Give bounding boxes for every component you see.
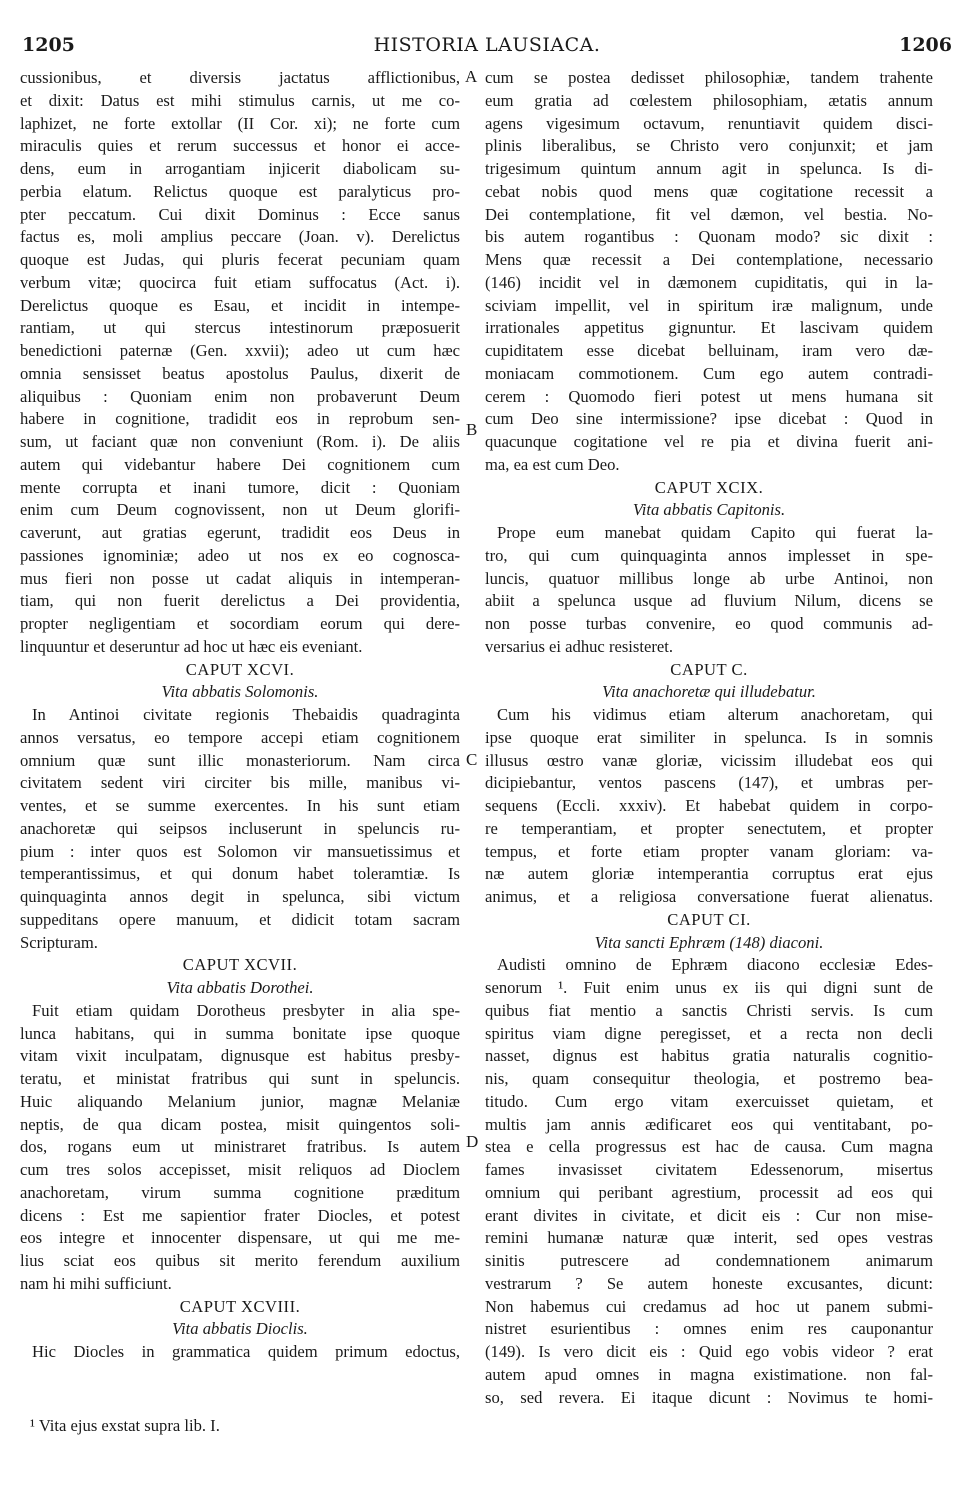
text-line: titudo. Cum ergo vitam exercuisset quietam, et (485, 1091, 933, 1111)
text-line: næ autem gloriæ intemperantia corruptus erat ejus (485, 864, 933, 884)
text-line: ma, ea est cum Deo. (485, 454, 620, 474)
text-line: eos integre et innocenter dispensare, ut qui me me- (20, 1228, 460, 1248)
text-line: tro, qui cum quinquaginta annos implesset in spe- (485, 545, 933, 565)
text-line: perbia elatum. Relictus quoque est paralyticus pro- (20, 181, 460, 201)
footnote: ¹ Vita ejus exstat supra lib. I. (30, 1416, 220, 1435)
text-line: sequens (Eccli. xxxiv). Et habebat quidem in corpo- (485, 796, 933, 815)
text-line: linquuntur et deseruntur ad hoc ut hæc eis eveniant. (20, 636, 363, 656)
text-line: trigesimum quintum annum agit in spelunca. Is di- (485, 159, 933, 178)
chapter-heading-98: CAPUT XCVIII. (179, 1296, 301, 1316)
text-line: mente corrupta et inani tumore, dicit : Quoniam (20, 477, 460, 497)
text-line: verbum vitæ; quocirca fuit etiam suffocatus (Act. i). (20, 272, 460, 292)
text-line: irrationales appetitus gignuntur. Et lascivam quidem (485, 318, 933, 338)
text-line: Fuit etiam quidam Dorotheus presbyter in alia spe- (32, 1000, 460, 1020)
text-line: nam hi mihi sufficiunt. (20, 1273, 172, 1293)
text-line: enim cum Deum cognovissent, non ut Deum glorifi- (20, 500, 460, 520)
text-line: illusus œstro vanæ gloriæ, vicissim illudebat eos qui (485, 750, 933, 770)
chapter-heading-97: CAPUT XCVII. (182, 955, 298, 975)
text-line: autem apud omnes in magna existimatione. non fal- (485, 1364, 933, 1384)
chapter-subtitle-101: Vita sancti Ephræm (148) diaconi. (594, 932, 824, 952)
text-line: sinitis putrescere ad condemnationem animarum (485, 1251, 933, 1270)
text-line: remini humanæ naturæ quæ interit, sed opes vestras (485, 1228, 933, 1248)
chapter-heading-100: CAPUT C. (670, 659, 748, 679)
chapter-subtitle-96: Vita abbatis Solomonis. (161, 682, 319, 702)
page-number-right: 1206 (899, 34, 952, 56)
margin-letter-d: D (466, 1132, 479, 1151)
text-line: benedictioni paternæ (Gen. xxvii); adeo ut cum hæc (20, 341, 460, 360)
text-line: Huic aliquando Melanium junior, magnæ Melaniæ (20, 1091, 460, 1111)
text-line: passiones ignominiæ; adeo ut nos ex eo cognosca- (20, 545, 460, 565)
chapter-heading-99: CAPUT XCIX. (654, 477, 764, 497)
chapter-text-98 (20, 1341, 460, 1364)
text-line: stea e cella progressus est hac de causa. Cum magna (485, 1137, 933, 1157)
text-line: sum, ut faciant quæ non conveniunt (Rom. i). De aliis (20, 432, 460, 451)
running-header (22, 34, 952, 60)
text-line: Non habemus cui credamus ad hoc ut panem submi- (485, 1296, 933, 1316)
chapter-heading-96: CAPUT XCVI. (185, 659, 295, 679)
text-line: non posse turbas convenire, eo quod communis ad- (485, 614, 933, 633)
text-line: vestrarum ? Se autem honeste excusantes, dicunt: (485, 1273, 933, 1293)
text-line: omnia sensisset beatus apostolus Paulus, dixerit de (20, 363, 460, 383)
left-continuation-text (20, 67, 460, 659)
text-line: so, sed revera. Ei itaque dicunt : Novimus te homi- (485, 1387, 933, 1407)
text-line: dos, rogans eum ut ministraret fratribus. Is autem (20, 1137, 460, 1157)
text-line: aliquibus : Quoniam enim non probaverunt Deum (20, 386, 460, 406)
chapter-text-100 (485, 704, 933, 909)
text-line: temperantissimus, et qui donum habet toleramtiæ. Is (20, 864, 460, 884)
text-line: omnium qui peribant agrestium, processit ad eos qui (485, 1182, 933, 1202)
text-line: Dei contemplatione, fit vel dæmon, vel bestia. No- (485, 204, 933, 224)
text-line: habere in cognitione, tradidit eos in reprobum sen- (20, 409, 460, 429)
text-line: lius sciat eos quibus sit merito ferendum auxilium (20, 1251, 460, 1270)
text-line: miraculis quies et rerum successus et honor ei acce- (20, 136, 460, 156)
text-line: cum Deo sine intermissione? ipse dicebat : Quod in (485, 409, 933, 429)
text-line: dens, eum in arrogantiam injicerit diabolicam su- (20, 159, 460, 178)
text-line: fames invasisset civitatem Edessenorum, misertus (485, 1160, 933, 1179)
text-line: cerem : Quomodo fieri potest ut mens humana sit (485, 386, 933, 406)
text-line: versarius ei adhuc resisteret. (485, 636, 673, 656)
margin-letter-c: C (466, 750, 478, 769)
text-line: cum tres solos accepisset, misit reliquos ad Dioclem (20, 1160, 460, 1179)
text-line: et dixit: Datus est mihi stimulus carnis, ut me co- (20, 90, 460, 110)
text-line: eum gratia ad cœlestem philosophiam, ætatis annum (485, 90, 933, 110)
right-column (485, 67, 933, 1409)
text-line: Mens quæ recessit a Dei contemplatione, necessario (485, 250, 933, 269)
text-line: nis, quam consequitur theologia, et postremo bea- (485, 1069, 933, 1088)
text-line: animus, et a religiosa conversatione fuerat alienatus. (485, 887, 933, 906)
text-line: nistret esurientibus : omnes enim res cauponantur (485, 1319, 933, 1339)
text-line: (149). Is vero dicit eis : Quid ego vobis videor ? erat (485, 1342, 933, 1361)
text-line: dicipiebantur, ventos pascens (147), et umbras per- (485, 773, 933, 793)
chapter-text-96 (20, 704, 460, 954)
text-line: mus fieri non posse ut cadat aliquis in intemperan- (20, 568, 460, 588)
text-line: rantiam, ut qui stercus intestinorum præposuerit (20, 318, 460, 338)
text-line: quinquaginta annos degit in spelunca, sibi victum (20, 887, 460, 906)
margin-letter-a: A (465, 67, 478, 86)
page-number-left: 1205 (22, 34, 75, 56)
text-line: tiam, qui non fuerit derelictus a Dei providentia, (20, 591, 460, 611)
text-line: lunca habitans, qui in summa bonitate ipse quoque (20, 1023, 460, 1043)
chapter-heading-101: CAPUT CI. (667, 909, 751, 929)
chapter-subtitle-99: Vita abbatis Capitonis. (632, 500, 786, 520)
chapter-text-97 (20, 1000, 460, 1296)
text-line: pium : inter quos est Solomon vir mansuetissimus et (20, 841, 460, 861)
chapter-subtitle-98: Vita abbatis Dioclis. (172, 1319, 308, 1339)
text-line: omnium quæ sunt illic monasteriorum. Nam circa (20, 750, 460, 770)
running-title: HISTORIA LAUSIACA. (373, 34, 601, 56)
text-line: autem qui videbantur habere Dei cognitionem cum (20, 454, 460, 474)
right-continuation-text (485, 67, 933, 477)
text-line: spiritus viam digne peregisset, et a recta non decli (485, 1023, 933, 1043)
text-line: bis autem rogantibus : Quonam modo? sic dixit : (485, 227, 933, 247)
text-line: cupiditatem esse dicebat belluinam, iram vero dæ- (485, 341, 933, 360)
text-line: annos versatus, eo tempore accepi etiam cognitionem (20, 727, 460, 747)
text-line: abiit a spelunca usque ad fluvium Nilum, dicens se (485, 591, 933, 611)
text-line: agens vigesimum octavum, renuntiavit quidem disci- (485, 113, 933, 133)
chapter-text-101 (485, 954, 933, 1409)
text-line: laphizet, ne forte extollar (II Cor. xi); ne forte cum (20, 113, 460, 133)
text-line: Scripturam. (20, 932, 98, 952)
text-line: (146) incidit vel in dæmonem cupiditatis, qui in la- (485, 272, 933, 292)
text-line: nasset, dignus est habitus gratia naturalis cognitio- (485, 1046, 933, 1066)
text-line: Prope eum manebat quidam Capito qui fuerat la- (497, 523, 933, 542)
text-line: quibus fiat mentio a sanctis Christi servis. Is cum (485, 1000, 933, 1020)
text-line: propter negligentiam et socordiam eorum qui dere- (20, 614, 460, 633)
text-line: moniacam commotionem. Cum ego autem contradi- (485, 363, 933, 383)
text-line: tempus, et forte etiam propter vanam gloriam: va- (485, 841, 933, 861)
text-line: re temperantiam, et propter senectutem, et propter (485, 818, 933, 838)
text-line: erant divites in civitate, et dicit eis : Cur non mise- (485, 1205, 933, 1225)
text-line: dicens : Est me sapientior frater Diocles, et potest (20, 1205, 460, 1225)
text-line: neptis, de qua dicam postea, misit quingentos soli- (20, 1114, 460, 1134)
text-line: ventes, et se summe exercentes. In his sunt etiam (20, 796, 460, 815)
text-line: anachoretæ qui seipsos incluserunt in speluncis ru- (20, 818, 460, 838)
text-line: vitam vixit inculpatam, dignusque est habitus presby- (20, 1046, 460, 1066)
text-line: factus es, moli amplius peccare (Joan. v). Derelictus (20, 227, 460, 247)
text-line: caverunt, aut gratias egerunt, tradidit eos Deus in (20, 523, 460, 542)
text-line: ipse quoque erat similiter in spelunca. Is in somnis (485, 727, 933, 747)
text-line: teratu, et ministat fratribus qui sunt in speluncis. (20, 1069, 460, 1088)
text-line: In Antinoi civitate regionis Thebaidis quadraginta (32, 705, 460, 724)
text-line: pter peccatum. Cui dixit Dominus : Ecce sanus (20, 204, 460, 224)
chapter-subtitle-97: Vita abbatis Dorothei. (166, 978, 314, 997)
text-line: senorum ¹. Fuit enim unus ex iis qui digni sunt de (485, 978, 933, 997)
text-line: civitatem sedent viri circiter bis mille, manibus vi- (20, 773, 460, 793)
text-line: Cum his vidimus etiam alterum anachoretam, qui (497, 705, 933, 724)
text-line: quoque est Judas, qui pluris fecerat pecuniam quam (20, 250, 460, 269)
text-line: sciviam impellit, vel in spiritum iræ malignum, unde (485, 295, 933, 315)
text-line: Hic Diocles in grammatica quidem primum edoctus, (32, 1342, 460, 1361)
chapter-subtitle-100: Vita anachoretæ qui illudebatur. (602, 682, 816, 702)
left-column (20, 67, 460, 1364)
text-line: cum se postea dedisset philosophiæ, tandem trahente (485, 68, 933, 87)
text-line: cebat nobis quod mens quæ cogitatione recessit a (485, 181, 933, 201)
chapter-text-99 (485, 522, 933, 659)
text-line: plinis liberalibus, se Christo vero conjunxit; et jam (485, 136, 933, 156)
text-line: Derelictus quoque es Esau, et incidit in intempe- (20, 295, 460, 315)
text-line: luncis, quatuor millibus longe ab urbe Antinoi, non (485, 568, 933, 588)
text-line: suppeditans opere manuum, et didicit totam sacram (20, 909, 460, 929)
text-line: cussionibus, et diversis jactatus afflictionibus, (20, 68, 460, 87)
margin-letter-b: B (466, 420, 478, 439)
text-line: Audisti omnino de Ephræm diacono ecclesiæ Edes- (497, 955, 933, 975)
text-line: multis jam annis ædificaret eos qui ventitabant, po- (485, 1114, 933, 1134)
text-line: quacunque cogitatione vel re pia et divina fuerit ani- (485, 432, 933, 451)
text-line: anachoretam, virum summa cognitione præditum (20, 1182, 460, 1202)
